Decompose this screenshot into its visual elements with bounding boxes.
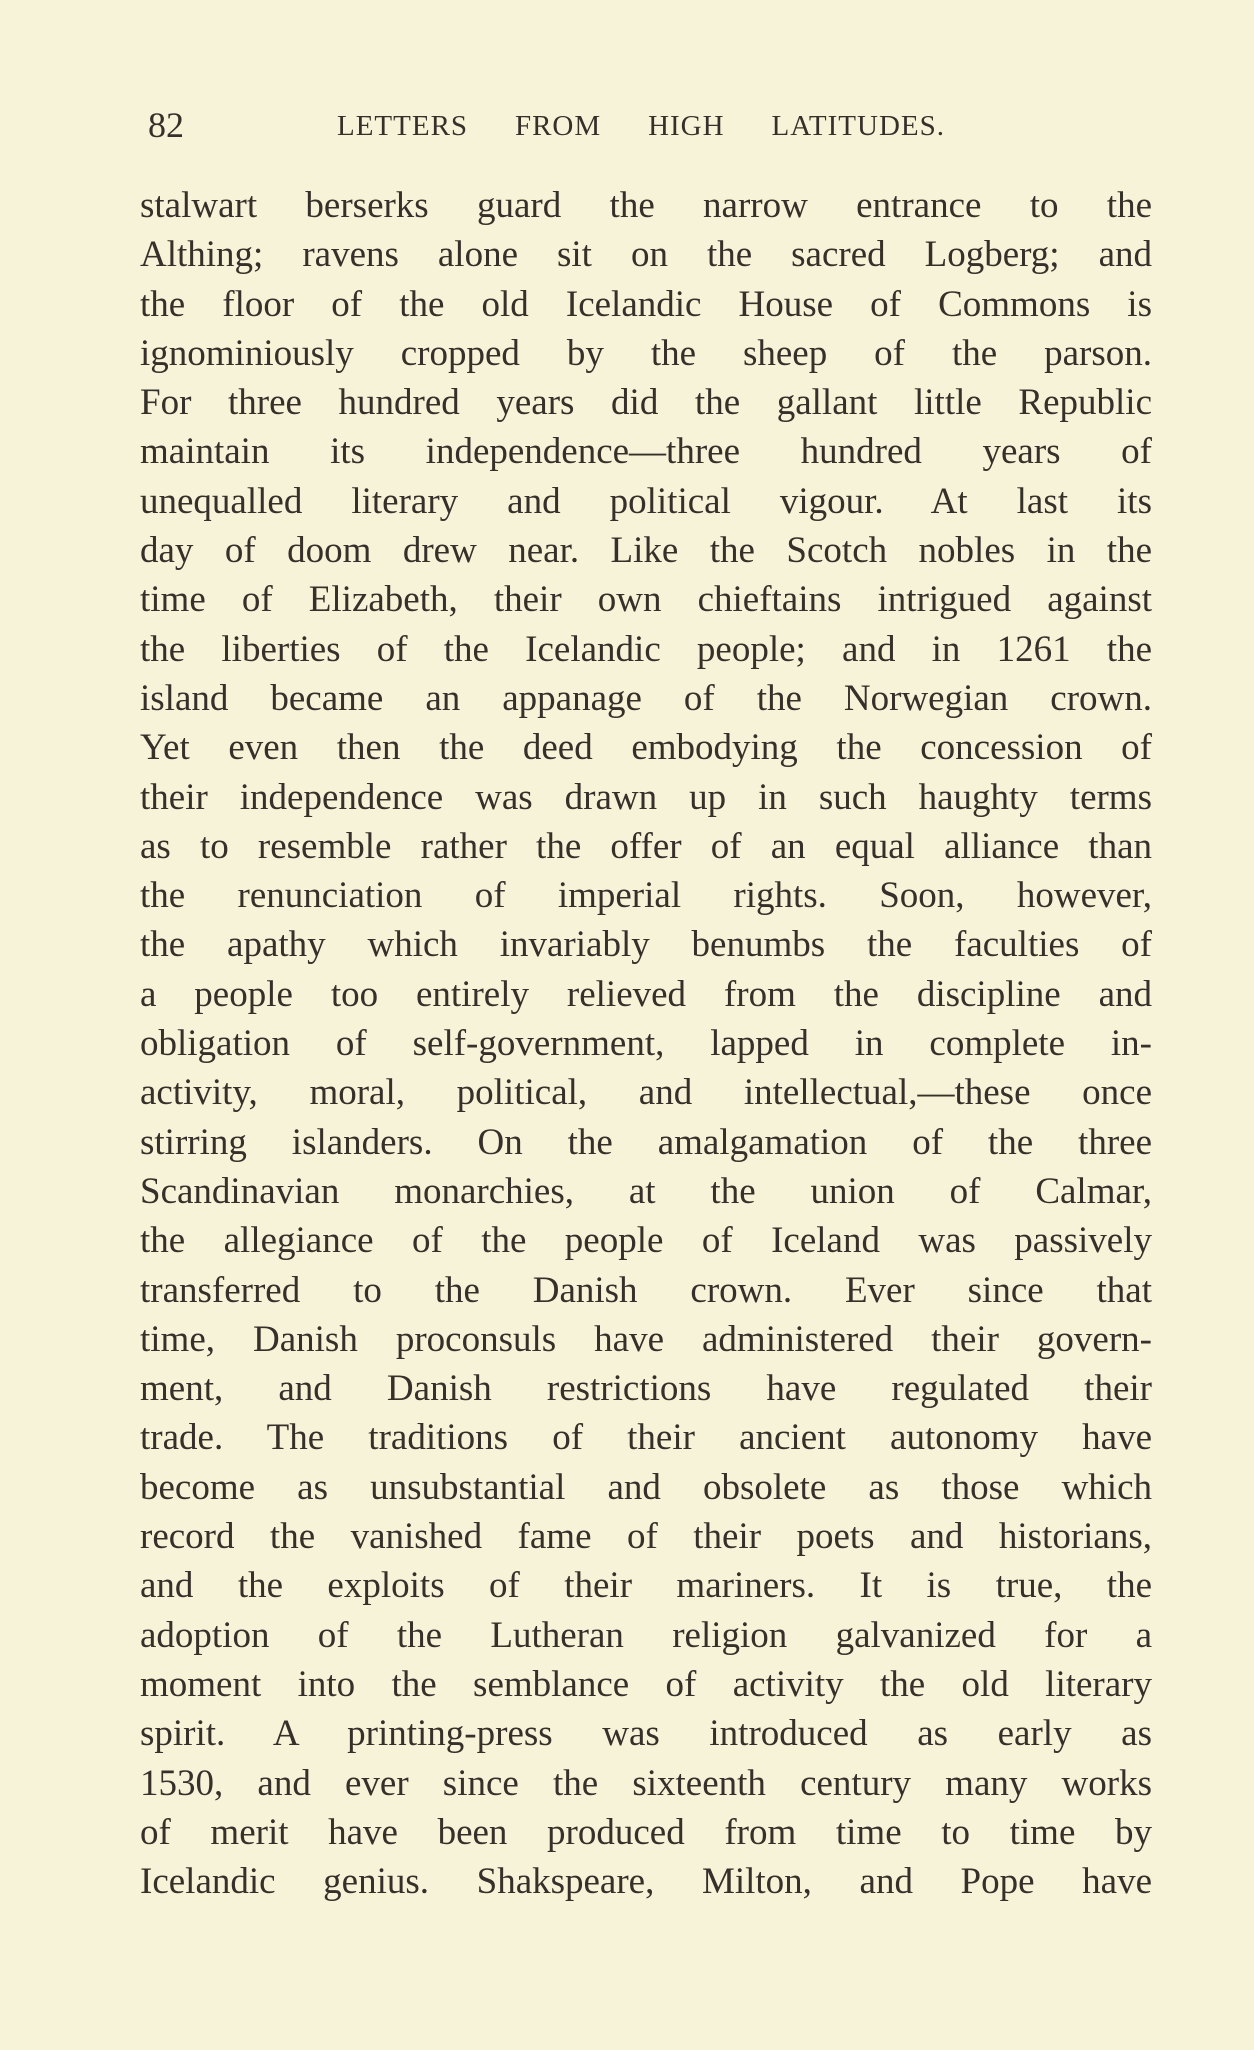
text-line: adoption of the Lutheran religion galvanized for a	[140, 1614, 1152, 1656]
text-line: 1530, and ever since the sixteenth century many works	[140, 1762, 1152, 1804]
text-line: island became an appanage of the Norwegian crown.	[140, 677, 1152, 719]
text-line: ment, and Danish restrictions have regulated their	[140, 1368, 1152, 1410]
text-line: Icelandic genius. Shakspeare, Milton, and Pope have	[140, 1861, 1152, 1903]
text-line: ignominiously cropped by the sheep of the parson.	[140, 332, 1152, 374]
text-line: unequalled literary and political vigour. At last its	[140, 480, 1152, 522]
text-line: stalwart berserks guard the narrow entrance to the	[140, 185, 1152, 226]
text-line: a people too entirely relieved from the discipline and	[140, 973, 1152, 1015]
text-line: trade. The traditions of their ancient autonomy have	[140, 1417, 1152, 1459]
text-line: For three hundred years did the gallant little Republic	[140, 382, 1152, 424]
text-line: record the vanished fame of their poets and historians,	[140, 1516, 1152, 1558]
body-text	[140, 181, 1152, 1906]
text-line: the allegiance of the people of Iceland was passively	[140, 1220, 1152, 1262]
text-line: as to resemble rather the offer of an equal alliance than	[140, 825, 1152, 867]
text-line: transferred to the Danish crown. Ever since that	[140, 1269, 1152, 1311]
text-line: Scandinavian monarchies, at the union of Calmar,	[140, 1170, 1152, 1212]
text-line: time of Elizabeth, their own chieftains intrigued against	[140, 579, 1152, 621]
text-line: stirring islanders. On the amalgamation of the three	[140, 1121, 1152, 1163]
text-line: activity, moral, political, and intellectual,—these once	[140, 1072, 1152, 1114]
text-line: Yet even then the deed embodying the concession of	[140, 727, 1152, 769]
text-line: become as unsubstantial and obsolete as those which	[140, 1466, 1152, 1508]
text-line: the apathy which invariably benumbs the faculties of	[140, 924, 1152, 966]
text-line: time, Danish proconsuls have administered their govern-	[140, 1318, 1152, 1360]
text-line: of merit have been produced from time to time by	[140, 1811, 1152, 1853]
page-number: 82	[148, 105, 184, 145]
text-line: spirit. A printing-press was introduced as early as	[140, 1713, 1152, 1755]
text-line: day of doom drew near. Like the Scotch nobles in the	[140, 530, 1152, 572]
text-line: the liberties of the Icelandic people; and in 1261 the	[140, 628, 1152, 670]
running-title: LETTERS FROM HIGH LATITUDES.	[337, 110, 945, 142]
text-line: obligation of self-government, lapped in complete in-	[140, 1023, 1152, 1065]
text-line: maintain its independence—three hundred years of	[140, 431, 1152, 473]
text-line: and the exploits of their mariners. It is true, the	[140, 1565, 1152, 1607]
text-line: the floor of the old Icelandic House of Commons is	[140, 283, 1152, 325]
text-line: their independence was drawn up in such haughty terms	[140, 776, 1152, 818]
text-line: Althing; ravens alone sit on the sacred Logberg; and	[140, 234, 1152, 276]
text-line: the renunciation of imperial rights. Soon, however,	[140, 875, 1152, 917]
text-line: moment into the semblance of activity the old literary	[140, 1663, 1152, 1705]
